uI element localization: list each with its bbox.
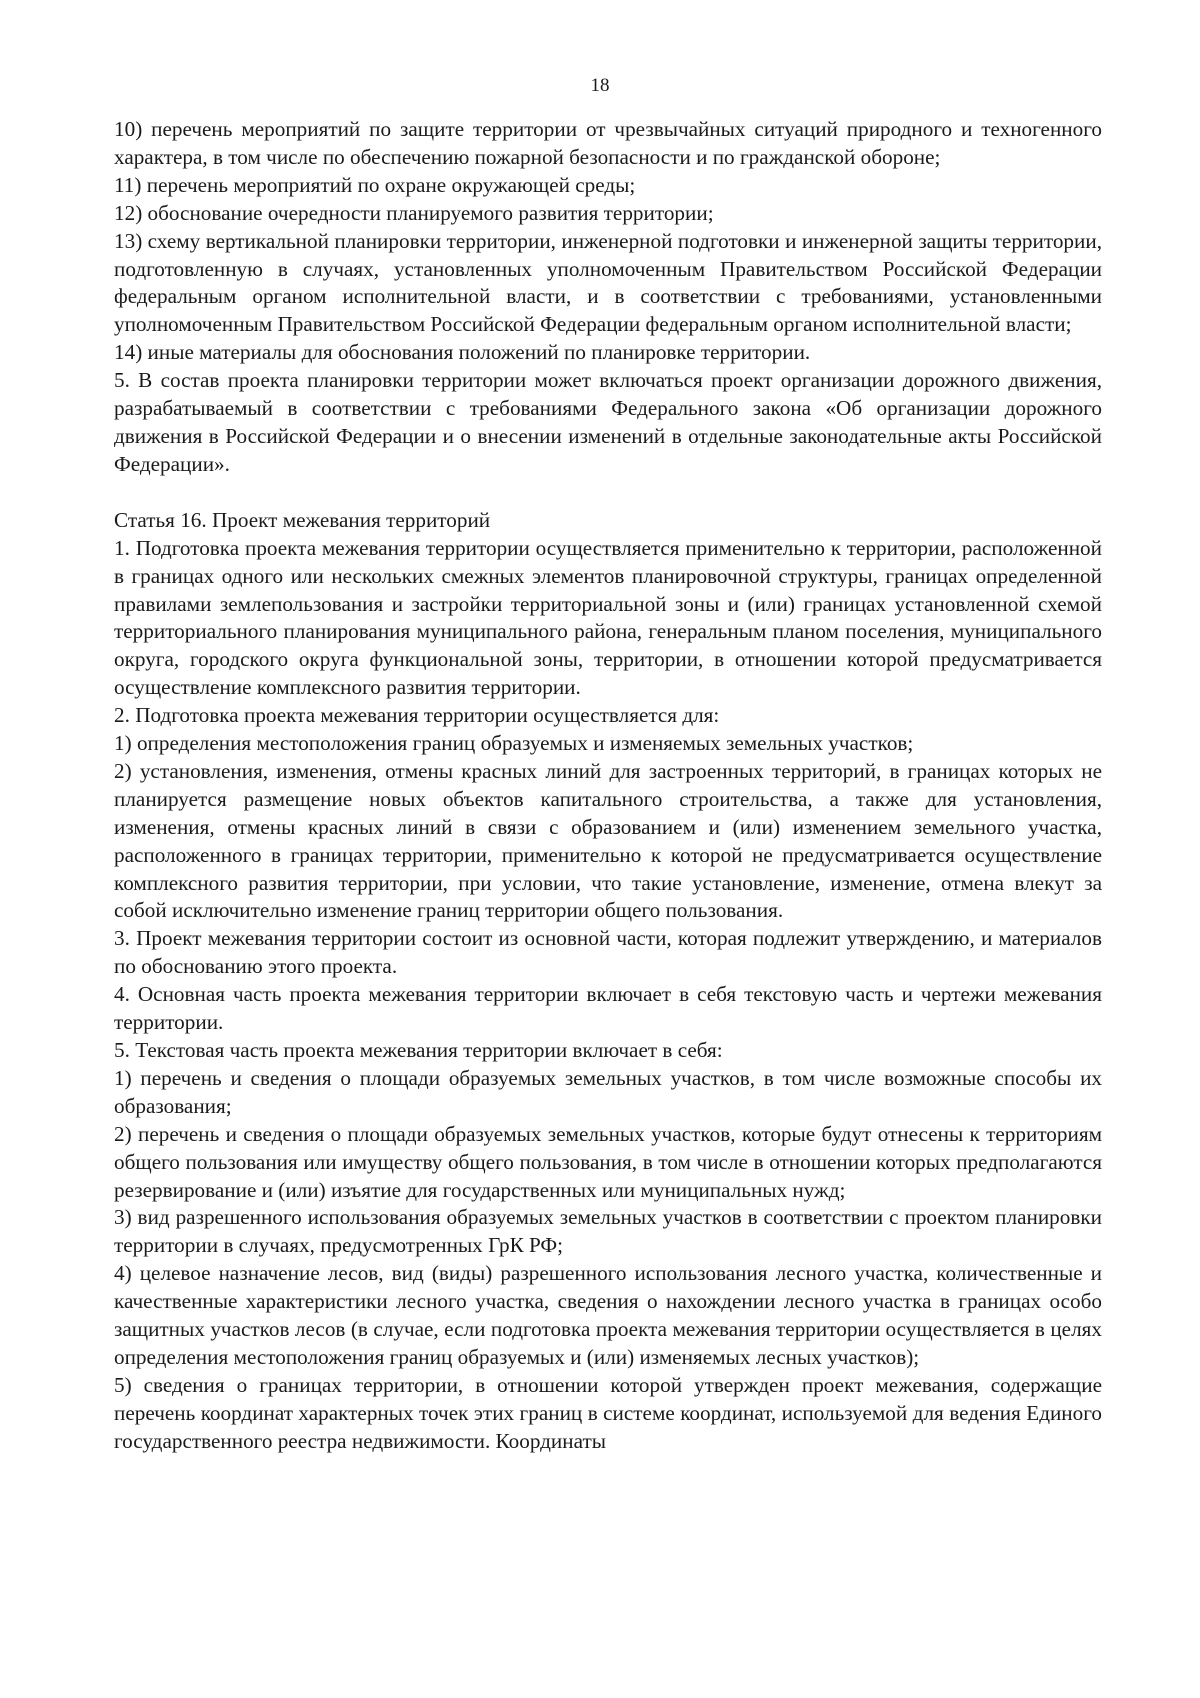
clause-5-item-3: 3) вид разрешенного использования образуемых земельных участков в соответствии с проектом планировки территории в случаях, предусмотренных ГрК РФ; bbox=[114, 1205, 1102, 1258]
clause-3: 3. Проект межевания территории состоит из основной части, которая подлежит утверждению, и материалов по обоснованию этого проекта. bbox=[114, 926, 1102, 979]
clause-5-item-1: 1) перечень и сведения о площади образуемых земельных участков, в том числе возможные способы их образования; bbox=[114, 1065, 1102, 1118]
article-heading: Статья 16. Проект межевания территорий bbox=[114, 507, 491, 532]
clause-5-item-2: 2) перечень и сведения о площади образуемых земельных участков, которые будут отнесены к территориям общего пользования или имуществу общего пользования, в том числе в отношении которых предполагаются резервирование и (или) изъятие для государственных или муниципальных нужд; bbox=[114, 1121, 1102, 1202]
clause-5: 5. В состав проекта планировки территории может включаться проект организации дорожного движения, разрабатываемый в соответствии с требованиями Федерального закона «Об организации дорожного движения в Российской Федерации и о внесении изменений в отдельные законодательные акты Российской Федерации». bbox=[114, 368, 1102, 476]
section-spacer bbox=[114, 479, 1102, 507]
document-body bbox=[114, 116, 1102, 1456]
clause-5-text: 5. Текстовая часть проекта межевания территории включает в себя: bbox=[114, 1038, 723, 1062]
clause-2-item-2: 2) установления, изменения, отмены красных линий для застроенных территорий, в границах которых не планируется размещение новых объектов капитального строительства, а также для установления, изменения, отмены красных линий в связи с образованием и (или) изменением земельного участка, расположенного в границах территории, применительно к которой не предусматривается осуществление комплексного развития территории, при условии, что такие установление, изменение, отмена влекут за собой исключительно изменение границ территории общего пользования. bbox=[114, 758, 1102, 923]
clause-4: 4. Основная часть проекта межевания территории включает в себя текстовую часть и чертежи межевания территории. bbox=[114, 982, 1102, 1035]
clause-2-item-1: 1) определения местоположения границ образуемых и изменяемых земельных участков; bbox=[114, 731, 914, 756]
list-item-11: 11) перечень мероприятий по охране окружающей среды; bbox=[114, 172, 636, 197]
clause-1: 1. Подготовка проекта межевания территории осуществляется применительно к территории, расположенной в границах одного или нескольких смежных элементов планировочной структуры, границах определенной правилами землепользования и застройки территориальной зоны и (или) границах установленной схемой территориального планирования муниципального района, генеральным планом поселения, муниципального округа, городского округа функциональной зоны, территории, в отношении которой предусматривается осуществление комплексного развития территории. bbox=[114, 535, 1102, 700]
list-item-13: 13) схему вертикальной планировки территории, инженерной подготовки и инженерной защиты территории, подготовленную в случаях, установленных уполномоченным Правительством Российской Федерации федеральным органом исполнительной власти, и в соответствии с требованиями, установленными уполномоченным Правительством Российской Федерации федеральным органом исполнительной власти; bbox=[114, 228, 1102, 337]
clause-5-item-4: 4) целевое назначение лесов, вид (виды) разрешенного использования лесного участка, количественные и качественные характеристики лесного участка, сведения о нахождении лесного участка в границах особо защитных участков лесов (в случае, если подготовка проекта межевания территории осуществляется в целях определения местоположения границ образуемых и (или) изменяемых лесных участков); bbox=[114, 1261, 1102, 1369]
list-item-12: 12) обоснование очередности планируемого развития территории; bbox=[114, 200, 714, 225]
list-item-14: 14) иные материалы для обоснования положений по планировке территории. bbox=[114, 340, 811, 365]
page-number: 18 bbox=[590, 75, 610, 96]
clause-5-item-5: 5) сведения о границах территории, в отношении которой утвержден проект межевания, содержащие перечень координат характерных точек этих границ в системе координат, используемой для ведения Единого государственного реестра недвижимости. Координаты bbox=[114, 1372, 1102, 1453]
list-item-10: 10) перечень мероприятий по защите территории от чрезвычайных ситуаций природного и техногенного характера, в том числе по обеспечению пожарной безопасности и по гражданской обороне; bbox=[114, 117, 1102, 169]
clause-2: 2. Подготовка проекта межевания территории осуществляется для: bbox=[114, 703, 720, 728]
